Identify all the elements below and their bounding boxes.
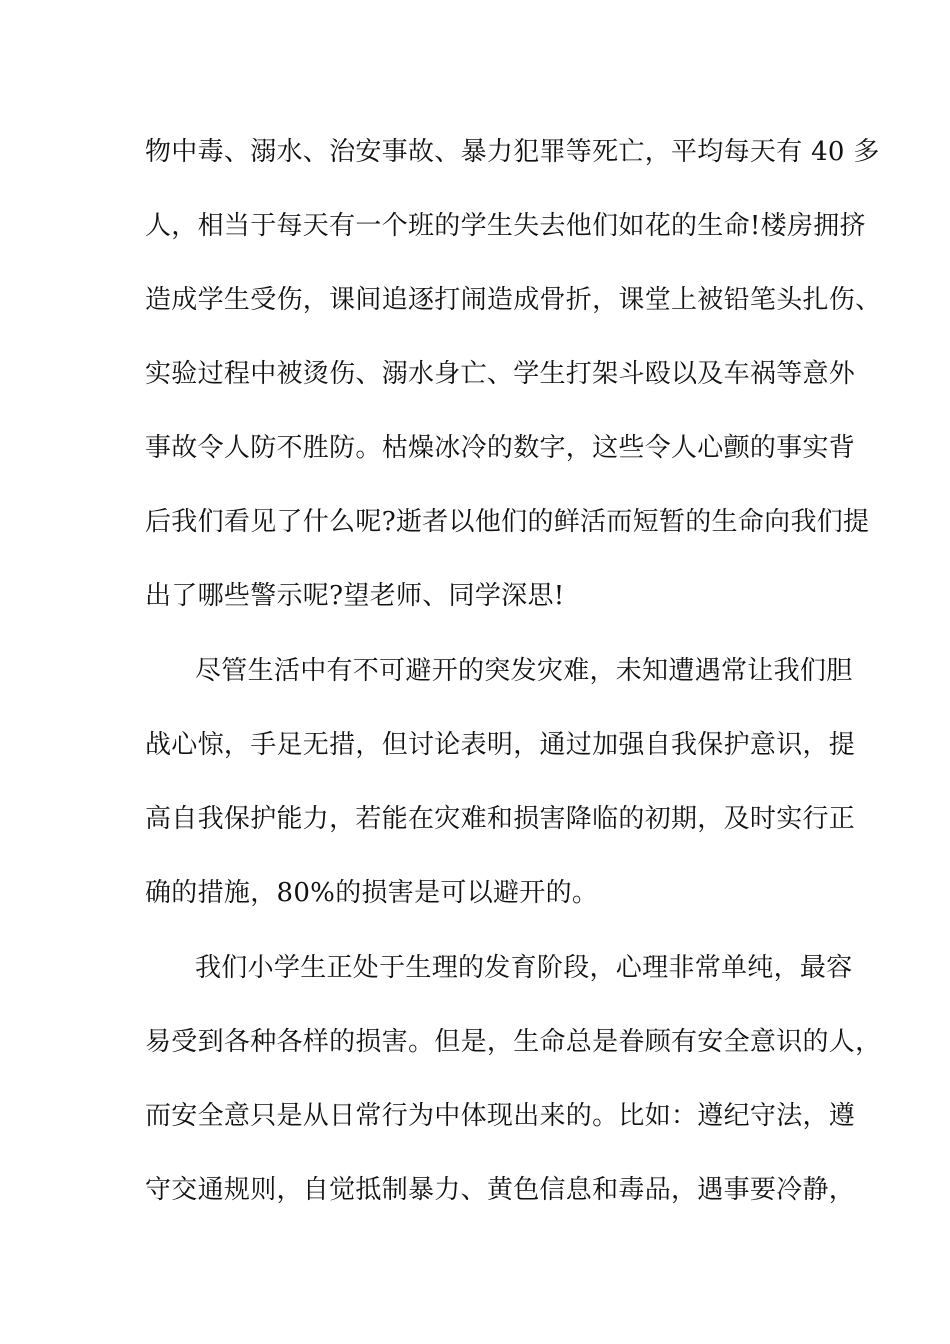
text-line: 战心惊，手足无措，但讨论表明，通过加强自我保护意识，提 xyxy=(145,730,856,760)
text-line: 出了哪些警示呢?望老师、同学深思! xyxy=(145,581,565,611)
text-line: 高自我保护能力，若能在灾难和损害降临的初期，及时实行正 xyxy=(145,804,856,834)
paragraph-first-line: 尽管生活中有不可避开的突发灾难，未知遭遇常让我们胆 xyxy=(195,656,853,686)
paragraph-first-line: 我们小学生正处于生理的发育阶段，心理非常单纯，最容 xyxy=(195,953,853,983)
text-line: 守交通规则，自觉抵制暴力、黄色信息和毒品，遇事要冷静， xyxy=(145,1175,856,1205)
text-line: 造成学生受伤，课间追逐打闹造成骨折，课堂上被铅笔头扎伤、 xyxy=(145,285,882,315)
text-line: 人，相当于每天有一个班的学生失去他们如花的生命!楼房拥挤 xyxy=(145,211,866,241)
text-line: 物中毒、溺水、治安事故、暴力犯罪等死亡，平均每天有 40 多 xyxy=(145,137,880,167)
text-line: 确的措施，80%的损害是可以避开的。 xyxy=(145,878,599,908)
text-line: 而安全意只是从日常行为中体现出来的。比如：遵纪守法，遵 xyxy=(145,1101,856,1131)
text-line: 实验过程中被烫伤、溺水身亡、学生打架斗殴以及车祸等意外 xyxy=(145,359,856,389)
text-line: 易受到各种各样的损害。但是，生命总是眷顾有安全意识的人， xyxy=(145,1027,882,1057)
text-line: 后我们看见了什么呢?逝者以他们的鲜活而短暂的生命向我们提 xyxy=(145,507,870,537)
text-line: 事故令人防不胜防。枯燥冰冷的数字，这些令人心颤的事实背 xyxy=(145,433,856,463)
